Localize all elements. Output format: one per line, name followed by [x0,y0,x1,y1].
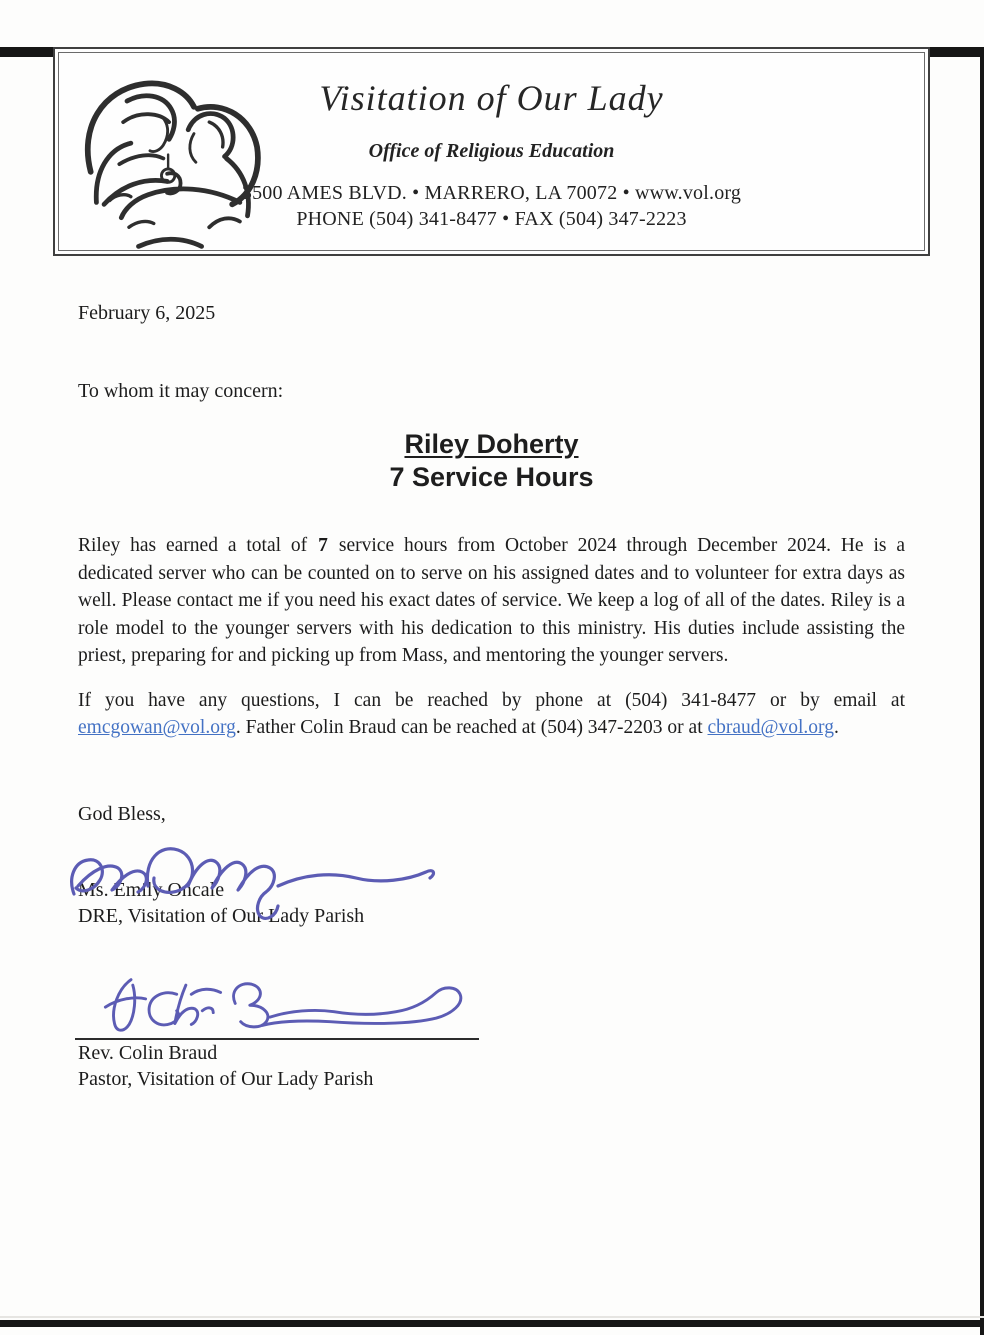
paragraph1-after-hours: service hours from October 2024 through December 2024. He is a dedicated server who can be counted on to serve on his assigned dates and to volunteer for extra days as well. Please contact me if you need his exact dates of service. We keep a log of all of the dates. Riley is a role model to the younger servers with his dedication to this ministry. His duties include assisting the priest, preparing for and picking up from Mass, and mentoring the younger servers. [78,535,905,666]
letterhead-subtitle: Office of Religious Education [368,140,615,162]
letterhead-address: 3500 AMES BLVD. • MARRERO, LA 70072 • www.vol.org [241,182,742,204]
subject-student-name: Riley Doherty [404,429,579,459]
scan-shadow-line [0,1316,984,1318]
letter-date: February 6, 2025 [78,302,216,324]
paragraph2-text-1: If you have any questions, I can be reached by phone at (504) 341-8477 or by email at [78,689,905,711]
letter-page [0,47,984,1092]
signer2-name: Rev. Colin Braud [78,1041,218,1064]
email-link-cbraud[interactable]: cbraud@vol.org [707,717,834,738]
email-link-emcgowan[interactable]: emcgowan@vol.org [78,717,236,738]
signer2-title: Pastor, Visitation of Our Lady Parish [78,1067,374,1090]
subject-service-hours: 7 Service Hours [389,462,594,492]
paragraph2-text-2: . Father Colin Braud can be reached at (504) 347-2203 or at [235,717,708,738]
letterhead-title: Visitation of Our Lady [319,78,664,118]
salutation: To whom it may concern: [78,380,284,402]
letterhead-inner-border [58,52,925,251]
paragraph1-before-hours: Riley has earned a total of [78,535,308,556]
colin-braud-signature [75,976,485,1040]
letterhead-phone-fax: PHONE (504) 341-8477 • FAX (504) 347-2223 [296,208,687,230]
signer1-name: Ms. Emily Oncale [78,878,225,901]
closing-god-bless: God Bless, [78,802,166,825]
hours-value: 7 [318,535,328,556]
scan-edge-bottom [0,1320,984,1327]
body-paragraph-2 [78,687,905,742]
subject-heading [78,428,905,494]
letterhead-box [53,47,930,256]
paragraph2-text-3: . [833,717,839,738]
signer1-title: DRE, Visitation of Our Lady Parish [78,904,365,927]
body-paragraph-1 [78,532,905,670]
